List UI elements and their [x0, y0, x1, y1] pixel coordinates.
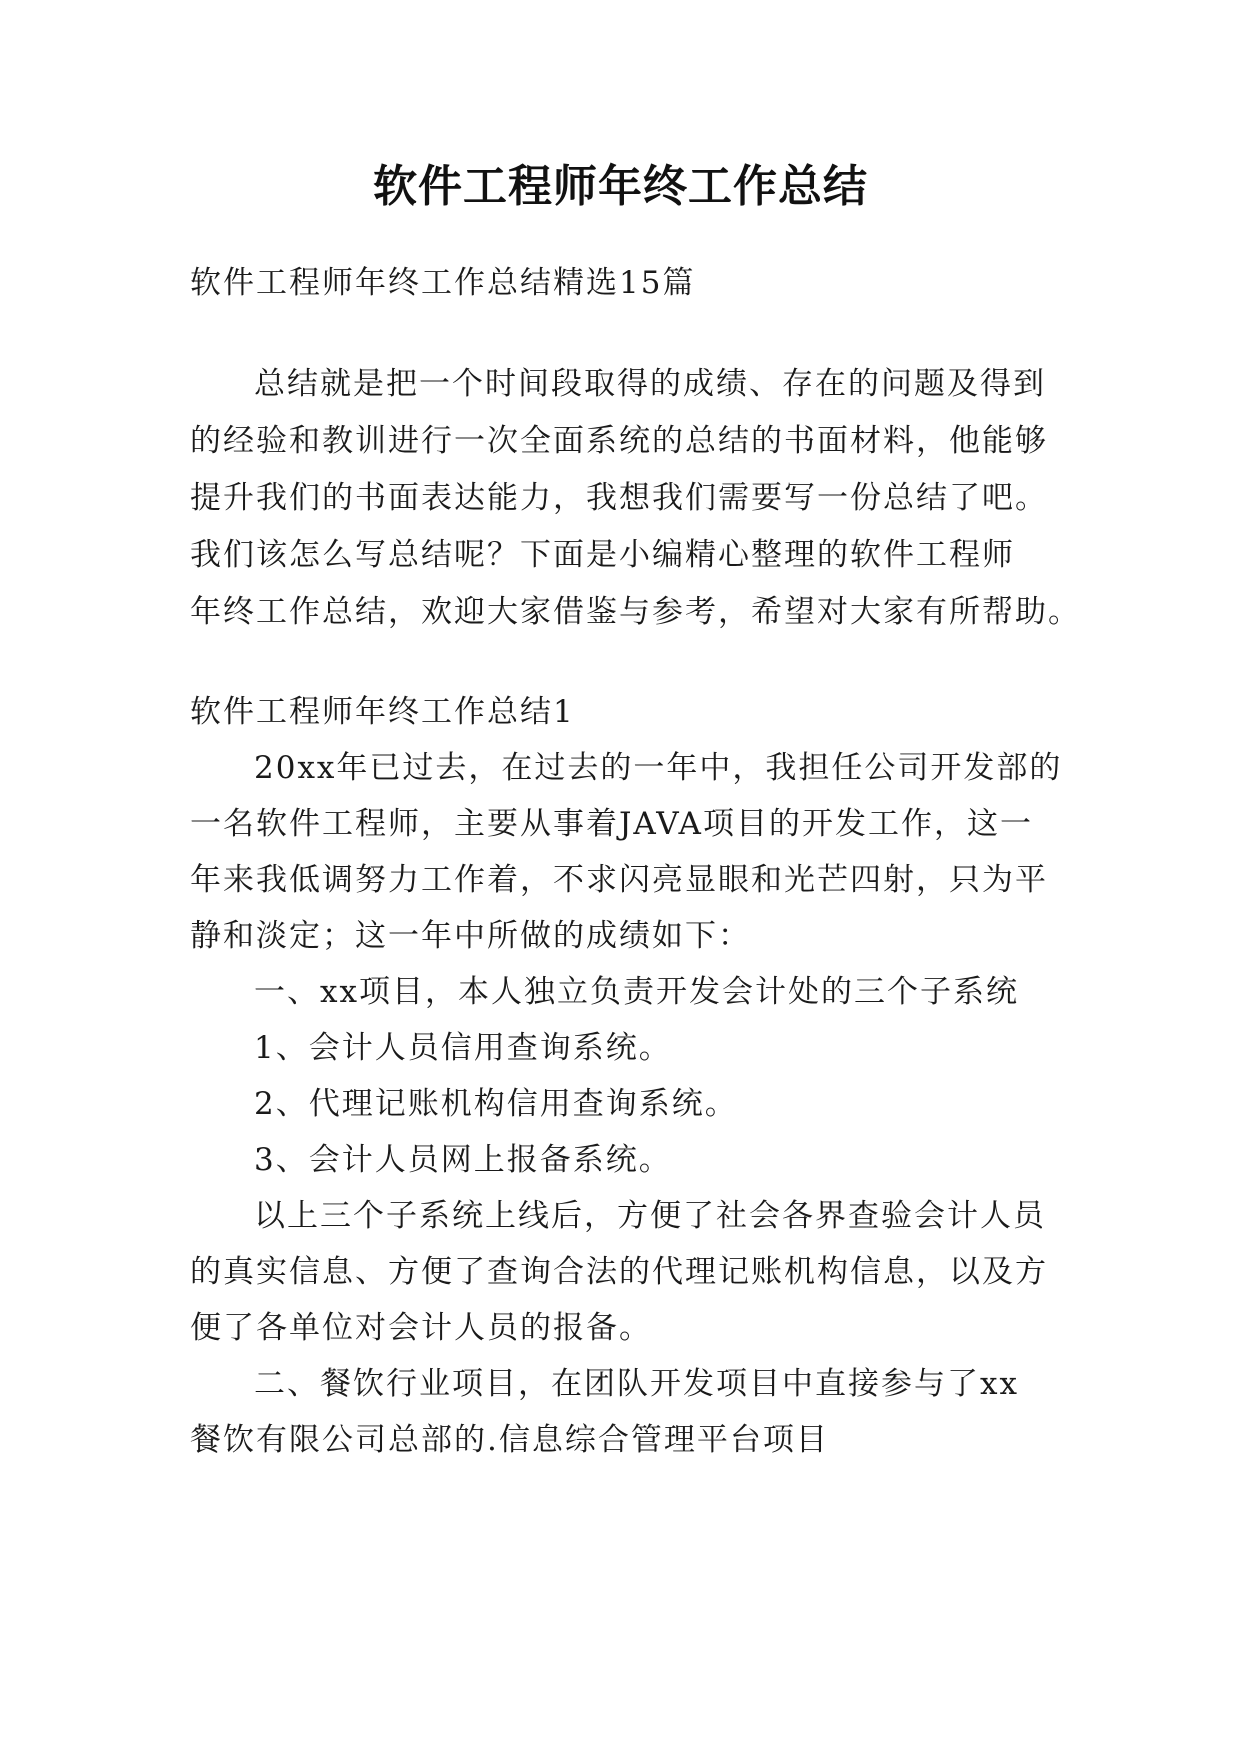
body-line: 以上三个子系统上线后，方便了社会各界查验会计人员	[254, 1198, 1046, 1234]
intro-line: 年终工作总结，欢迎大家借鉴与参考，希望对大家有所帮助。	[190, 594, 1081, 630]
body-line: 静和淡定；这一年中所做的成绩如下：	[190, 918, 751, 954]
body-line: 的真实信息、方便了查询合法的代理记账机构信息，以及方	[190, 1254, 1048, 1290]
document-subtitle: 软件工程师年终工作总结精选15篇	[190, 265, 696, 301]
section-heading: 软件工程师年终工作总结1	[190, 694, 575, 730]
list-item: 1、会计人员信用查询系统。	[254, 1030, 672, 1066]
body-line: 一名软件工程师，主要从事着JAVA项目的开发工作，这一	[190, 806, 1033, 842]
body-line: 餐饮有限公司总部的.信息综合管理平台项目	[190, 1422, 829, 1458]
list-heading: 一、xx项目，本人独立负责开发会计处的三个子系统	[254, 974, 1019, 1010]
body-line: 便了各单位对会计人员的报备。	[190, 1310, 652, 1346]
intro-line: 提升我们的书面表达能力，我想我们需要写一份总结了吧。	[190, 480, 1048, 516]
body-line: 年来我低调努力工作着，不求闪亮显眼和光芒四射，只为平	[190, 862, 1048, 898]
intro-line: 的经验和教训进行一次全面系统的总结的书面材料，他能够	[190, 423, 1048, 459]
document-title: 软件工程师年终工作总结	[373, 161, 868, 212]
list-item: 2、代理记账机构信用查询系统。	[254, 1086, 738, 1122]
list-heading: 二、餐饮行业项目，在团队开发项目中直接参与了xx	[254, 1366, 1019, 1402]
body-line: 20xx年已过去，在过去的一年中，我担任公司开发部的	[254, 750, 1063, 786]
intro-line: 总结就是把一个时间段取得的成绩、存在的问题及得到	[254, 366, 1046, 402]
intro-line: 我们该怎么写总结呢？下面是小编精心整理的软件工程师	[190, 537, 1015, 573]
list-item: 3、会计人员网上报备系统。	[254, 1142, 672, 1178]
